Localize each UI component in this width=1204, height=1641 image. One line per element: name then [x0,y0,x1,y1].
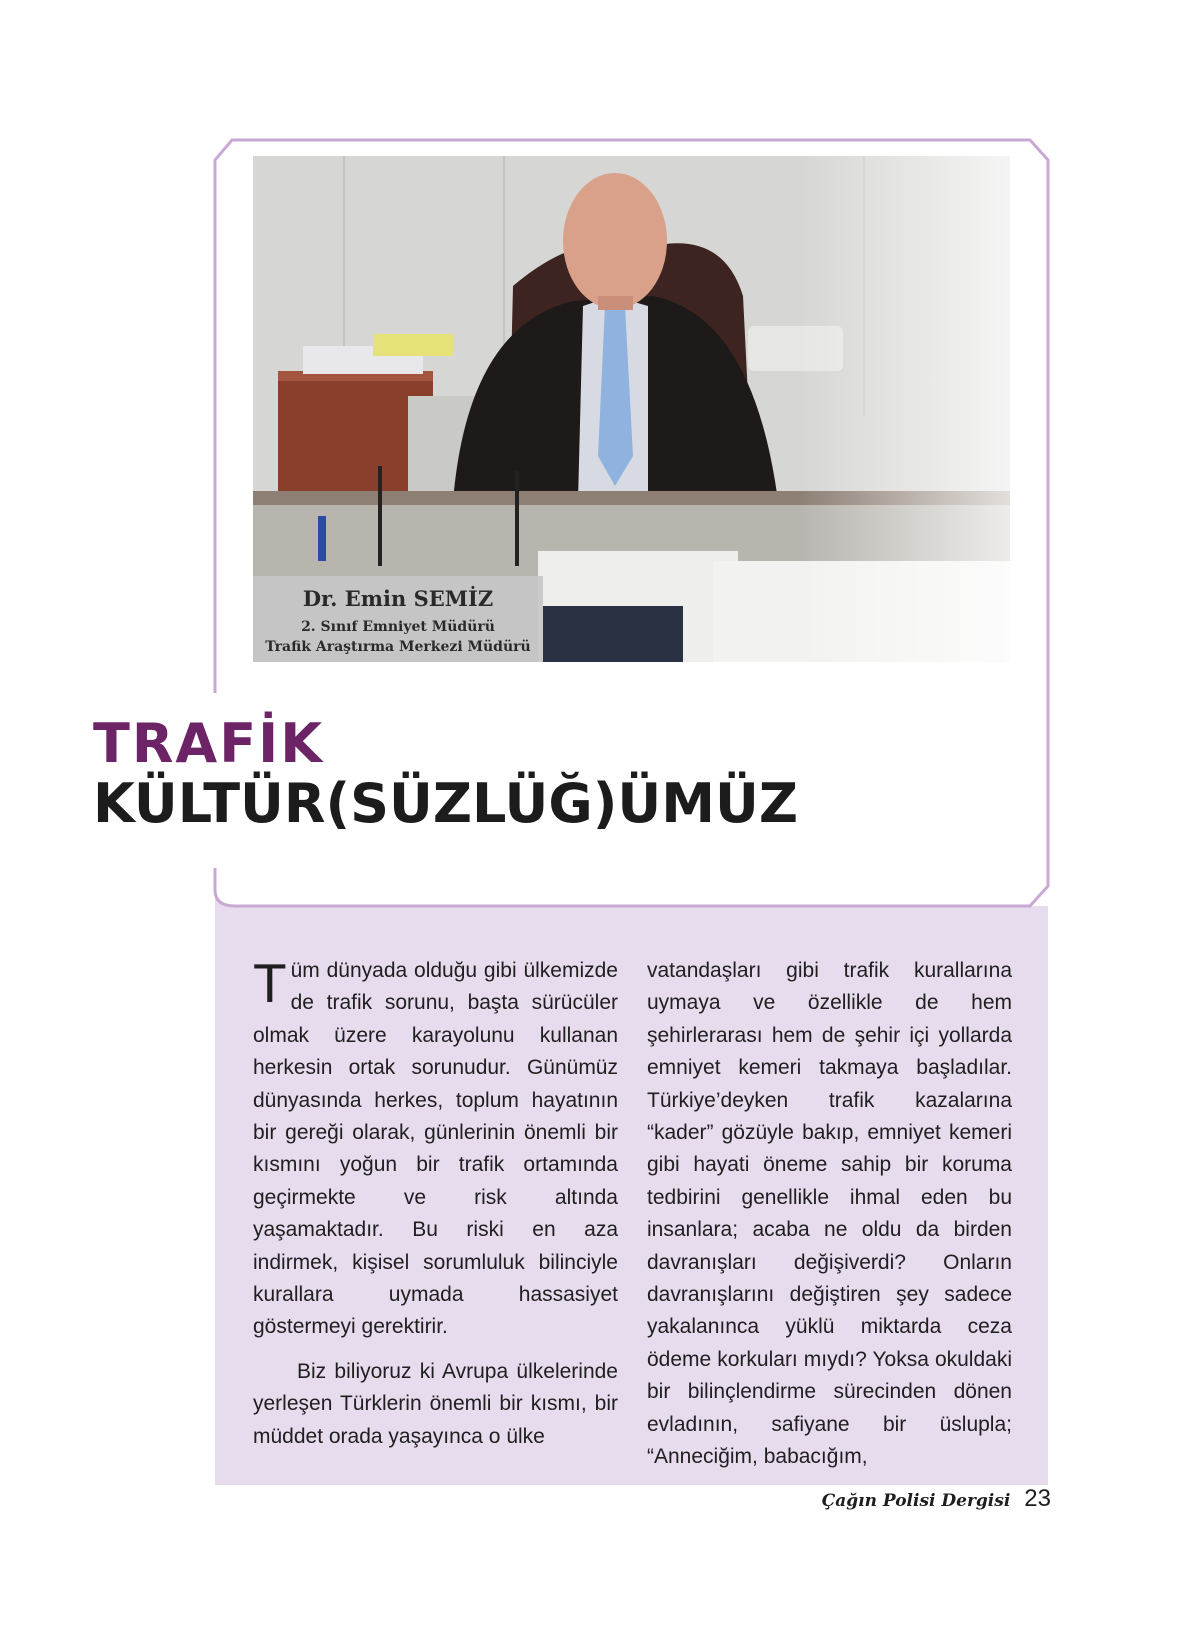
paragraph-1 [253,952,618,1344]
photo-caption [253,576,543,662]
portrait-photo [253,156,1010,662]
article-column-1 [253,952,618,1453]
page-number: 23 [1024,1485,1051,1512]
paragraph-3: vatandaşları gibi trafik kurallarına uymaya ve özellikle de hem şehirlerarası hem de şehir içi yollarda emniyet kemeri takmaya başladılar. Türkiye’deyken trafik kazalarına “kader” gözüyle bakıp, emniyet kemeri gibi hayati öneme sahip bir koruma tedbirini genellikle ihmal eden bu insanlara; acaba ne oldu da birden davranışları değişiverdi? Onların davranışlarını değiştiren şey sadece yakalanınca yüklü miktarda ceza ödeme korkuları mıydı? Yoksa okuldaki bir bilinçlendirme sürecinden dönen evladının, safiyane bir üslupla; “Anneciğim, babacığım, [647,959,1012,1469]
paragraph-2: Biz biliyoruz ki Avrupa ülkelerinde yerleşen Türklerin önemli bir kısmı, bir müddet orada yaşayınca o ülke [253,1359,618,1448]
page-footer [822,1485,1051,1515]
magazine-name: Çağın Polisi Dergisi [821,1491,1011,1511]
title-line-2: KÜLTÜR(SÜZLÜĞ)ÜMÜZ [93,772,798,835]
title-line-1: TRAFİK [93,712,325,775]
drop-cap: T [253,952,287,1014]
caption-role-rank: 2. Sınıf Emniyet Müdürü [301,619,495,635]
paragraph-1-text: üm dünyada olduğu gibi ülkemizde de trafik sorunu, başta sürücüler olmak üzere karayolunu kullanan herkesin ortak sorunudur. Günümüz dünyasında herkes, toplum hayatının bir gereği olarak, günlerinin önemli bir kısmını yoğun bir trafik ortamında geçirmekte ve risk altında yaşamaktadır. Bu riski en aza indirmek, kişisel sorumluluk bilinciyle kurallara uymada hassasiyet göstermeyi gerektirir. [253,959,618,1339]
article-column-2 [647,955,1012,1474]
caption-role-position: Trafik Araştırma Merkezi Müdürü [265,639,531,655]
caption-name: Dr. Emin SEMİZ [302,586,494,611]
